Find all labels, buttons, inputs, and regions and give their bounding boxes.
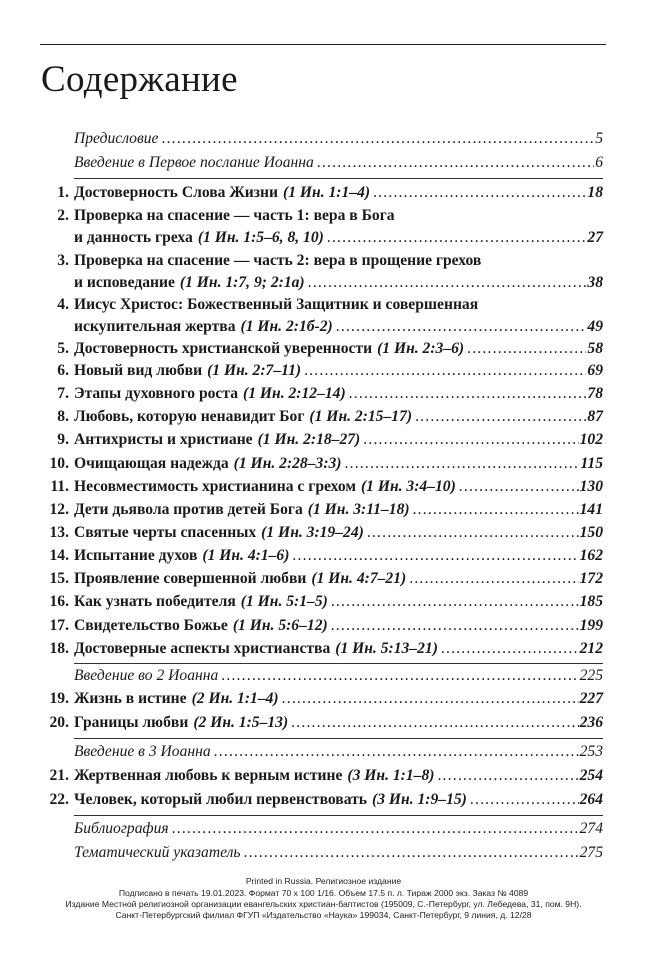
back-entry — [74, 844, 603, 862]
scripture-reference: (1 Ин. 3:19–24) — [261, 524, 364, 541]
scripture-reference: (1 Ин. 4:7–21) — [311, 570, 407, 587]
dot-leader — [331, 617, 579, 635]
chapter-line — [74, 229, 603, 247]
imprint-line: Санкт-Петербургский филиал ФГУП «Издательство «Наука» 199034, Санкт-Петербург, 9 линия, д. 12/28 — [115, 910, 532, 920]
dot-leader — [367, 524, 579, 542]
chapter-line — [74, 478, 603, 496]
chapter-line — [74, 252, 603, 270]
chapter-number: 18. — [49, 640, 69, 657]
chapter-number: 1. — [57, 184, 69, 201]
chapter-number: 20. — [49, 714, 69, 731]
scripture-reference: (1 Ин. 4:1–6) — [202, 547, 290, 564]
page-number: 264 — [579, 791, 603, 808]
dot-leader — [221, 667, 578, 685]
dot-leader — [172, 820, 579, 838]
chapter-number: 5. — [57, 340, 69, 357]
chapter-title: Достоверность Слова Жизни — [74, 184, 279, 201]
chapter-number: 10. — [49, 455, 69, 472]
dot-leader — [308, 274, 587, 292]
page-number: 172 — [579, 570, 603, 587]
chapter-title: Как узнать победителя — [74, 593, 236, 610]
chapter-title: и данность греха — [74, 229, 193, 246]
chapter-line — [74, 767, 603, 785]
chapter-title: Свидетельство Божье — [74, 617, 228, 634]
front-entry — [74, 130, 603, 148]
scripture-reference: (3 Ин. 1:9–15) — [372, 791, 467, 808]
scripture-reference: (1 Ин. 3:4–10) — [360, 478, 456, 495]
imprint-line: Printed in Russia. Религиозное издание — [245, 876, 402, 886]
chapter-title: Проверка на спасение — часть 1: вера в Бога — [74, 207, 395, 224]
chapter-line — [74, 690, 603, 708]
dot-leader — [437, 767, 578, 785]
chapter-line — [74, 318, 603, 336]
intro-entry — [74, 667, 603, 685]
chapter-number: 15. — [49, 570, 69, 587]
dot-leader — [349, 385, 587, 403]
chapter-line — [74, 274, 603, 292]
chapter-title: Очищающая надежда — [74, 455, 229, 472]
front-entry — [74, 154, 603, 172]
chapter-title: Испытание духов — [74, 547, 198, 564]
scripture-reference: (2 Ин. 1:1–4) — [191, 690, 279, 707]
chapter-line — [74, 617, 603, 635]
dot-leader — [413, 501, 579, 519]
scripture-reference: (1 Ин. 2:18–27) — [257, 431, 361, 448]
dot-leader — [467, 340, 586, 358]
scripture-reference: (2 Ин. 1:5–13) — [193, 714, 289, 731]
chapter-title: Святые черты спасенных — [74, 524, 257, 541]
dot-leader — [345, 455, 580, 473]
chapter-line — [74, 431, 603, 449]
dot-leader — [336, 318, 587, 336]
chapter-line — [74, 640, 603, 658]
entry-title: Введение в 3 Иоанна — [74, 743, 211, 760]
chapter-title: Достоверные аспекты христианства — [74, 640, 331, 657]
chapter-number: 2. — [57, 207, 69, 224]
page-number: 162 — [579, 547, 603, 564]
page-number: 225 — [579, 667, 603, 684]
section-divider — [74, 815, 603, 816]
chapter-line — [74, 296, 603, 314]
chapter-number: 14. — [49, 547, 69, 564]
entry-title: Тематический указатель — [74, 844, 241, 861]
chapter-line — [74, 547, 603, 565]
entry-title: Библиография — [74, 820, 169, 837]
chapter-line — [74, 362, 603, 380]
chapter-line — [74, 455, 603, 473]
chapter-line — [74, 714, 603, 732]
chapter-line — [74, 385, 603, 403]
chapter-number: 22. — [49, 791, 69, 808]
chapter-title: и исповедание — [74, 274, 175, 291]
page-number: 275 — [579, 844, 603, 861]
dot-leader — [317, 154, 594, 172]
scripture-reference: (3 Ин. 1:1–8) — [347, 767, 435, 784]
dot-leader — [161, 130, 594, 148]
dot-leader — [331, 593, 579, 611]
page-number: 253 — [579, 743, 603, 760]
page-number: 115 — [580, 455, 603, 472]
chapter-number: 11. — [50, 478, 69, 495]
chapter-line — [74, 791, 603, 809]
chapter-number: 4. — [57, 296, 69, 313]
dot-leader — [470, 791, 579, 809]
chapter-number: 9. — [57, 431, 69, 448]
chapter-line — [74, 184, 603, 202]
chapter-line — [74, 207, 603, 225]
chapter-line — [74, 340, 603, 358]
page-title: Содержание — [41, 59, 238, 100]
page-number: 102 — [579, 431, 603, 448]
chapter-title: Новый вид любви — [74, 362, 203, 379]
page-number: 49 — [587, 318, 603, 335]
scripture-reference: (1 Ин. 5:6–12) — [232, 617, 328, 634]
scripture-reference: (1 Ин. 2:15–17) — [309, 408, 413, 425]
chapter-number: 17. — [49, 617, 69, 634]
page-number: 6 — [595, 154, 603, 171]
dot-leader — [415, 408, 586, 426]
chapter-title: Проверка на спасение — часть 2: вера в прощение грехов — [74, 252, 482, 269]
page-number: 199 — [579, 617, 603, 634]
dot-leader — [459, 478, 579, 496]
chapter-number: 16. — [49, 593, 69, 610]
page-number: 5 — [595, 130, 603, 147]
scripture-reference: (1 Ин. 2:1б-2) — [240, 318, 333, 335]
dot-leader — [373, 184, 586, 202]
top-rule — [40, 44, 606, 45]
chapter-title: Жертвенная любовь к верным истине — [74, 767, 343, 784]
entry-title: Введение в Первое послание Иоанна — [74, 154, 314, 171]
scripture-reference: (1 Ин. 2:28–3:3) — [233, 455, 342, 472]
dot-leader — [304, 362, 586, 380]
section-divider — [74, 663, 603, 664]
page-number: 38 — [587, 274, 603, 291]
scripture-reference: (1 Ин. 1:1–4) — [283, 184, 371, 201]
entry-title: Предисловие — [74, 130, 159, 147]
chapter-title: искупительная жертва — [74, 318, 236, 335]
chapter-number: 13. — [49, 524, 69, 541]
scripture-reference: (1 Ин. 3:11–18) — [307, 501, 410, 518]
dot-leader — [363, 431, 578, 449]
chapter-title: Границы любви — [74, 714, 189, 731]
chapter-title: Дети дьявола против детей Бога — [74, 501, 303, 518]
page-number: 212 — [579, 640, 603, 657]
page-number: 141 — [579, 501, 603, 518]
dot-leader — [409, 570, 578, 588]
chapter-line — [74, 593, 603, 611]
chapter-number: 12. — [49, 501, 69, 518]
page-number: 58 — [587, 340, 603, 357]
dot-leader — [244, 844, 579, 862]
scripture-reference: (1 Ин. 5:13–21) — [335, 640, 438, 657]
page-number: 236 — [579, 714, 603, 731]
back-entry — [74, 820, 603, 838]
imprint-line: Издание Местной религиозной организации евангельских христиан-баптистов (195009, С.-Петербург, ул. Лебедева, 31, пом. 9Н). — [65, 899, 582, 909]
scripture-reference: (1 Ин. 2:7–11) — [207, 362, 302, 379]
page-number: 274 — [579, 820, 603, 837]
page-number: 130 — [579, 478, 603, 495]
scripture-reference: (1 Ин. 2:12–14) — [243, 385, 346, 402]
chapter-title: Человек, который любил первенствовать — [74, 791, 368, 808]
chapter-line — [74, 524, 603, 542]
page-number: 78 — [587, 385, 603, 402]
dot-leader — [327, 229, 587, 247]
intro-entry — [74, 743, 603, 761]
chapter-line — [74, 570, 603, 588]
chapter-number: 3. — [57, 252, 69, 269]
page-number: 150 — [579, 524, 603, 541]
scripture-reference: (1 Ин. 1:7, 9; 2:1а) — [179, 274, 305, 291]
page-number: 18 — [587, 184, 603, 201]
page-number: 254 — [579, 767, 603, 784]
chapter-number: 8. — [57, 408, 69, 425]
chapter-title: Несовместимость христианина с грехом — [74, 478, 356, 495]
chapter-line — [74, 408, 603, 426]
dot-leader — [441, 640, 579, 658]
scripture-reference: (1 Ин. 2:3–6) — [377, 340, 465, 357]
imprint-line: Подписано в печать 19.01.2023. Формат 70 х 100 1/16. Объем 17.5 п. л. Тираж 2000 экз. Заказ № 4089 — [118, 888, 529, 898]
entry-title: Введение во 2 Иоанна — [74, 667, 219, 684]
chapter-line — [74, 501, 603, 519]
chapter-number: 19. — [49, 690, 69, 707]
page-number: 227 — [579, 690, 603, 707]
section-divider — [74, 738, 603, 739]
dot-leader — [214, 743, 579, 761]
dot-leader — [292, 547, 578, 565]
chapter-title: Жизнь в истине — [74, 690, 187, 707]
chapter-title: Этапы духовного роста — [74, 385, 239, 402]
chapter-title: Иисус Христос: Божественный Защитник и совершенная — [74, 296, 479, 313]
chapter-number: 21. — [49, 767, 69, 784]
scripture-reference: (1 Ин. 1:5–6, 8, 10) — [197, 229, 324, 246]
chapter-title: Достоверность христианской уверенности — [74, 340, 373, 357]
chapter-number: 6. — [57, 362, 69, 379]
page-number: 185 — [579, 593, 603, 610]
page-number: 69 — [587, 362, 603, 379]
page-number: 27 — [587, 229, 603, 246]
chapter-title: Антихристы и христиане — [74, 431, 253, 448]
dot-leader — [291, 714, 578, 732]
chapter-title: Любовь, которую ненавидит Бог — [74, 408, 305, 425]
scripture-reference: (1 Ин. 5:1–5) — [240, 593, 328, 610]
page-number: 87 — [587, 408, 603, 425]
chapter-number: 7. — [57, 385, 69, 402]
dot-leader — [282, 690, 579, 708]
section-divider — [74, 178, 603, 179]
chapter-title: Проявление совершенной любви — [74, 570, 307, 587]
